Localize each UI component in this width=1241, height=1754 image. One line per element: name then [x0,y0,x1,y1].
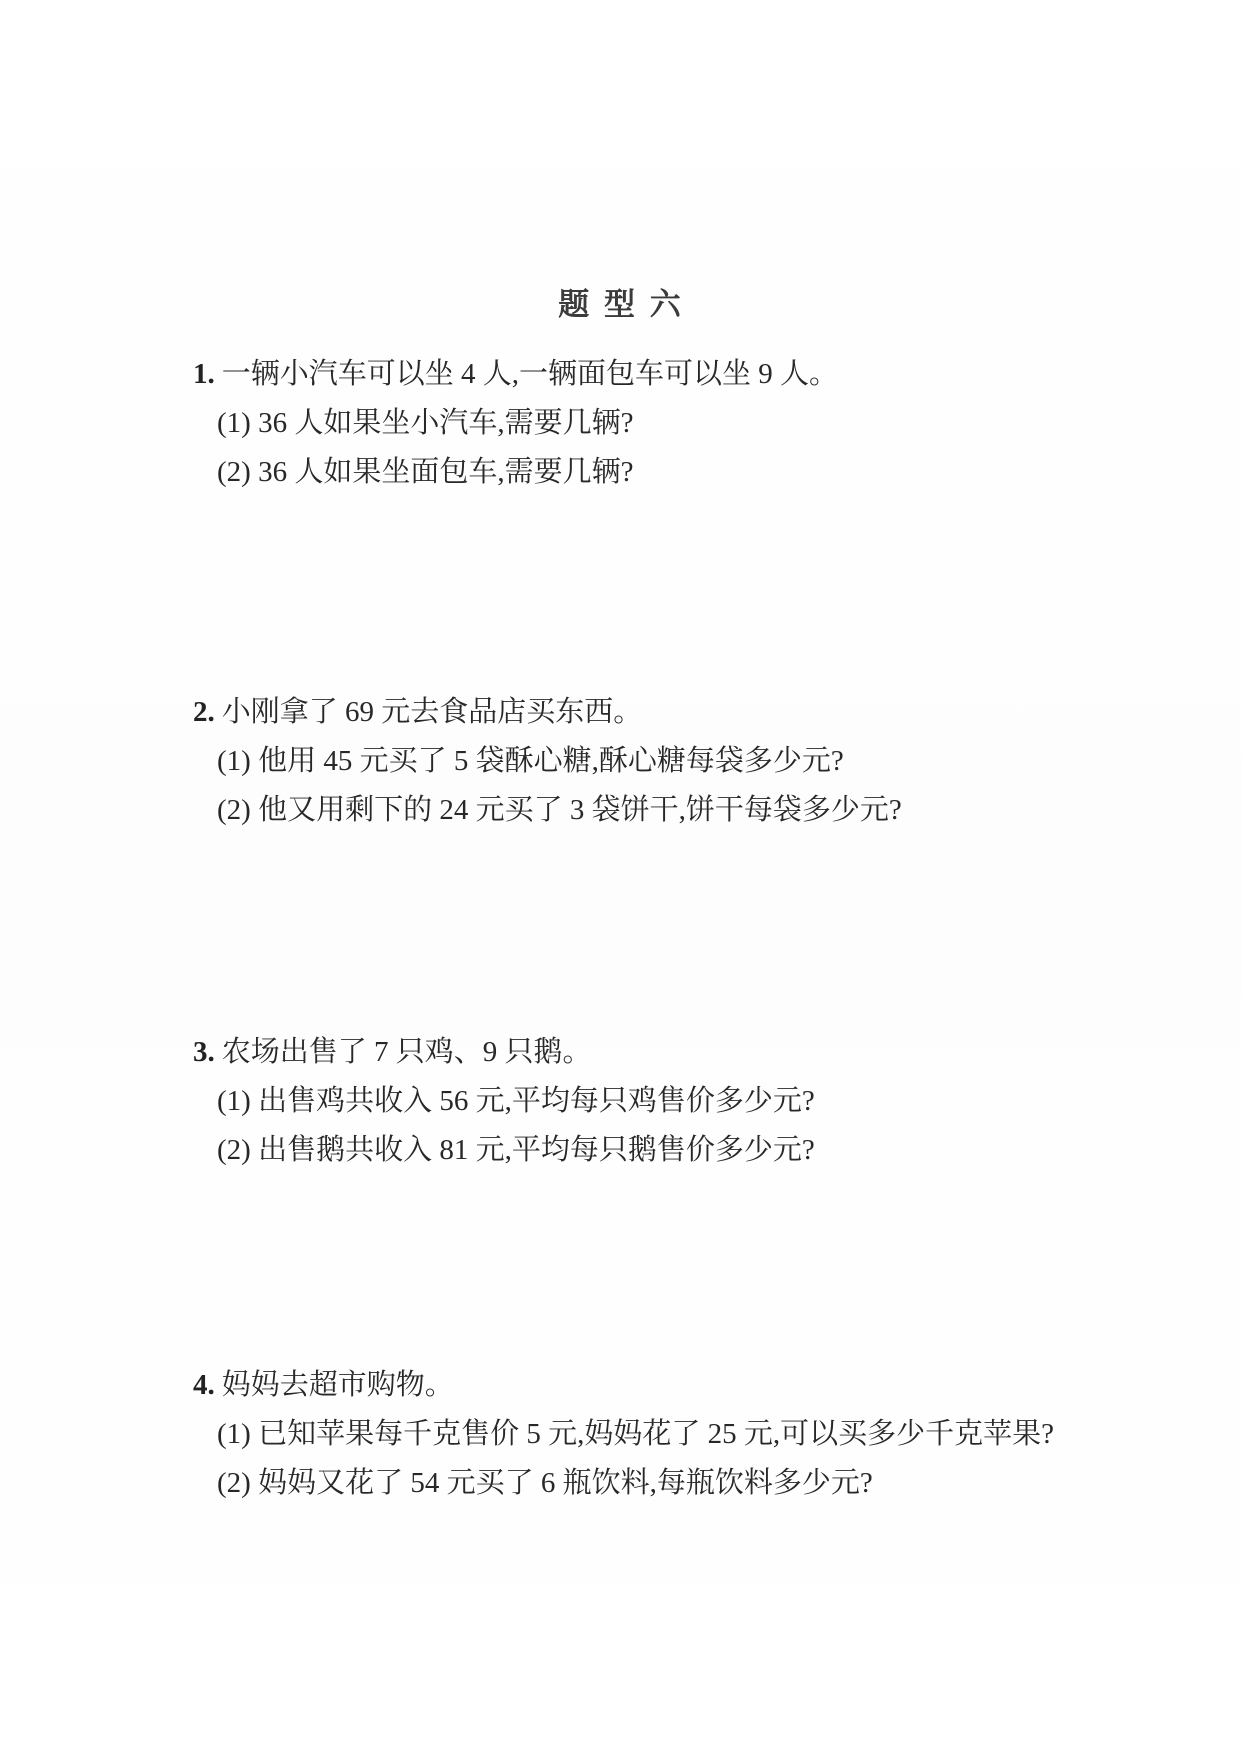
question-3-part-1: (1) 出售鸡共收入 56 元,平均每只鸡售价多少元? [217,1085,815,1117]
question-1-part-2: (2) 36 人如果坐面包车,需要几辆? [217,456,634,488]
page-title: 题 型 六 [558,287,683,323]
question-2 [193,688,1113,835]
question-3 [193,1028,1113,1175]
question-2-number: 2. [193,696,215,728]
question-4-number: 4. [193,1369,215,1401]
question-1 [193,350,1113,497]
question-3-text: 农场出售了 7 只鸡、9 只鹅。 [221,1036,592,1068]
question-4-stem [193,1361,1113,1410]
question-1-stem [193,350,1113,399]
question-2-text: 小刚拿了 69 元去食品店买东西。 [221,696,643,728]
question-2-part-1: (1) 他用 45 元买了 5 袋酥心糖,酥心糖每袋多少元? [217,745,844,777]
question-2-part-2: (2) 他又用剩下的 24 元买了 3 袋饼干,饼干每袋多少元? [217,794,902,826]
question-2-stem [193,688,1113,737]
question-1-part-1: (1) 36 人如果坐小汽车,需要几辆? [217,407,634,439]
question-3-number: 3. [193,1036,215,1068]
question-4 [193,1361,1113,1508]
question-3-part-2: (2) 出售鹅共收入 81 元,平均每只鹅售价多少元? [217,1134,815,1166]
question-4-part-1: (1) 已知苹果每千克售价 5 元,妈妈花了 25 元,可以买多少千克苹果? [217,1418,1054,1450]
question-3-stem [193,1028,1113,1077]
question-4-text: 妈妈去超市购物。 [221,1369,454,1401]
question-1-text: 一辆小汽车可以坐 4 人,一辆面包车可以坐 9 人。 [221,358,839,390]
question-1-number: 1. [193,358,215,390]
question-4-part-2: (2) 妈妈又花了 54 元买了 6 瓶饮料,每瓶饮料多少元? [217,1467,873,1499]
